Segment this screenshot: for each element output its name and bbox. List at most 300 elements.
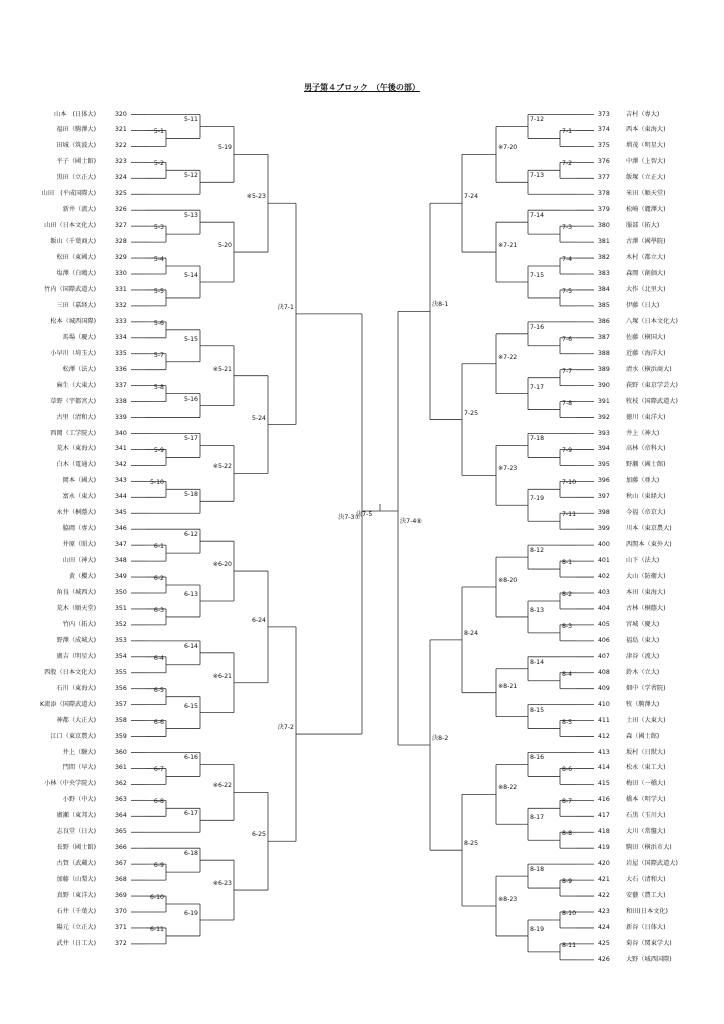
player-name: 牧枝（国際武道大) <box>626 397 678 405</box>
player-name: 廣瀬（東邦大) <box>56 812 96 820</box>
match-label: 8-15 <box>530 706 545 714</box>
player-number: 387 <box>598 333 610 341</box>
player-number: 413 <box>598 748 610 756</box>
player-name: 八塚（日本文化大) <box>626 317 678 325</box>
match-label: 8-10 <box>562 909 577 917</box>
player-number: 422 <box>598 892 610 900</box>
player-number: 367 <box>115 860 127 868</box>
player-number: 373 <box>598 110 610 118</box>
player-name: 荒木（順天堂) <box>56 604 96 612</box>
match-label: 5-10 <box>149 479 164 487</box>
player-number: 329 <box>115 254 127 262</box>
player-name: 古里（清和大) <box>56 413 96 421</box>
player-number: 418 <box>598 828 610 836</box>
match-label: 6-2 <box>153 575 164 583</box>
match-label: 5-7 <box>153 351 164 359</box>
player-number: 390 <box>598 381 610 389</box>
player-number: 351 <box>115 604 127 612</box>
player-number: 402 <box>598 573 610 581</box>
player-name: 井原（昭大) <box>62 541 96 549</box>
player-number: 372 <box>115 939 127 947</box>
player-number: 385 <box>598 301 610 309</box>
player-name: 陽元（立正大) <box>56 923 96 931</box>
player-number: 396 <box>598 477 610 485</box>
player-name: 馬場（慶大) <box>62 333 96 341</box>
player-number: 347 <box>115 541 127 549</box>
match-label: 5-4 <box>153 256 164 264</box>
player-number: 338 <box>115 397 127 405</box>
player-name: 清水（横浜商大) <box>626 365 672 373</box>
player-number: 345 <box>115 509 127 517</box>
player-number: 386 <box>598 317 610 325</box>
player-number: 362 <box>115 780 127 788</box>
player-number: 417 <box>598 812 610 820</box>
player-name: 徳川（東洋大) <box>626 413 666 421</box>
player-name: 米田（順天堂) <box>626 190 666 198</box>
player-number: 330 <box>115 270 127 277</box>
player-number: 328 <box>115 238 127 246</box>
player-number: 391 <box>598 397 610 405</box>
match-label: 6-16 <box>183 754 198 762</box>
player-name: 岩屋（国際武道大) <box>626 860 678 868</box>
player-number: 344 <box>115 493 127 501</box>
match-label: 8-6 <box>562 766 573 774</box>
player-name: 西股（日本文化大) <box>44 668 96 676</box>
match-label: 6-8 <box>153 798 164 806</box>
match-label: 7-9 <box>562 447 573 455</box>
match-label: ※7-23 <box>498 465 518 473</box>
match-label: 決7-4⑧ <box>400 518 422 526</box>
player-name: 川本（東京農大) <box>626 525 672 533</box>
player-number: 384 <box>598 285 610 293</box>
player-name: 武井（日工大) <box>56 939 96 947</box>
match-label: 8-24 <box>464 629 479 637</box>
player-name: 今福（帝京大) <box>626 509 666 517</box>
match-label: 8-12 <box>530 547 545 555</box>
player-number: 414 <box>598 764 610 772</box>
match-label: 6-4 <box>153 654 164 662</box>
player-name: 古澤（國學院) <box>626 238 666 246</box>
player-name: K流添（国際武道大) <box>40 700 96 708</box>
player-name: 岡本（國大) <box>62 477 96 485</box>
match-label: ※5-21 <box>212 365 232 373</box>
player-name: 廣吉（明星大) <box>56 652 96 660</box>
player-name: 山田（日本文化大) <box>44 222 96 230</box>
player-number: 381 <box>598 238 610 246</box>
match-label: 7-12 <box>530 116 545 124</box>
player-number: 321 <box>115 126 127 134</box>
player-number: 405 <box>598 620 610 628</box>
match-label: 6-25 <box>251 831 266 839</box>
player-name: 菊谷（関東学大) <box>626 939 672 947</box>
match-label: 5-8 <box>153 383 164 391</box>
player-name: 竹内（拓大) <box>62 620 96 628</box>
player-name: 野瀬（國士館) <box>626 461 666 469</box>
player-name: 和田(日本文化) <box>626 908 668 915</box>
player-name: 加藤（亜大) <box>626 477 660 485</box>
player-number: 356 <box>115 684 127 692</box>
player-number: 327 <box>115 222 127 230</box>
match-label: 6-24 <box>251 616 266 624</box>
player-name: 大川（常盤大) <box>626 828 666 836</box>
player-number: 401 <box>598 557 610 565</box>
player-name: 野澤（成城大) <box>56 636 96 644</box>
match-label: 8-3 <box>562 622 573 630</box>
player-name: 森（國士館) <box>626 732 660 740</box>
player-number: 399 <box>598 525 610 533</box>
player-number: 408 <box>598 668 610 676</box>
player-name: 山田 (平成国際大) <box>41 190 96 198</box>
match-label: 8-25 <box>464 840 479 848</box>
match-label: ※6-21 <box>212 672 232 680</box>
match-label: 5-18 <box>183 491 198 499</box>
match-label: 8-1 <box>562 559 573 567</box>
player-number: 342 <box>115 461 127 469</box>
player-name: 永井（桐蔭大) <box>56 509 96 517</box>
player-number: 421 <box>598 876 610 884</box>
player-name: 安藝（農工大) <box>626 892 666 900</box>
player-number: 398 <box>598 509 610 517</box>
player-name: 松田（東國大) <box>56 254 96 262</box>
match-label: 5-9 <box>153 447 164 455</box>
player-name: 福島（東大) <box>626 636 660 644</box>
player-number: 410 <box>598 700 610 708</box>
player-name: 白木（電通大) <box>56 461 96 469</box>
player-name: 梅田（一橋大) <box>626 780 666 788</box>
player-number: 324 <box>115 174 127 182</box>
match-label: 5-24 <box>251 414 266 422</box>
match-label: 7-7 <box>562 367 573 375</box>
player-name: 黒田（立正大) <box>56 174 96 182</box>
player-number: 412 <box>598 732 610 740</box>
match-label: 6-17 <box>183 810 198 818</box>
player-number: 411 <box>598 716 610 724</box>
player-number: 343 <box>115 477 127 485</box>
player-name: 福田（駒澤大) <box>56 126 96 134</box>
match-label: 7-5 <box>562 287 573 295</box>
player-number: 420 <box>598 860 610 868</box>
player-name: 佐藤（横国大) <box>626 333 666 341</box>
player-name: 小早川（埼玉大) <box>50 349 96 357</box>
player-number: 365 <box>115 828 127 836</box>
player-number: 404 <box>598 604 610 612</box>
match-label: 5-2 <box>153 160 164 168</box>
match-label: 7-19 <box>530 495 545 503</box>
match-label: 5-13 <box>183 212 198 220</box>
player-number: 393 <box>598 429 610 437</box>
player-name: 吉村（専大) <box>626 110 660 118</box>
match-label: 8-17 <box>530 814 545 822</box>
match-label: 6-7 <box>153 766 164 774</box>
match-label: 8-5 <box>562 718 573 726</box>
player-name: 井上（神大) <box>626 429 660 437</box>
player-name: 三田（嘉経大) <box>56 301 96 309</box>
match-label: 5-12 <box>183 172 198 180</box>
player-name: 富永（東大) <box>62 493 96 501</box>
player-number: 357 <box>115 700 127 708</box>
match-label: 7-8 <box>562 399 573 407</box>
player-name: 田城（筑波大) <box>56 142 96 150</box>
match-label: ※6-23 <box>212 880 232 888</box>
player-name: 西関本（東外大) <box>626 541 672 549</box>
player-name: 土田（大東大) <box>626 716 666 724</box>
player-number: 322 <box>115 142 127 150</box>
match-label: 6-15 <box>183 702 198 710</box>
player-number: 360 <box>115 748 127 756</box>
match-label: ※8-21 <box>498 682 518 690</box>
match-label: ※7-21 <box>498 242 518 250</box>
match-label: ※7-22 <box>498 353 518 361</box>
player-number: 382 <box>598 254 610 262</box>
match-label: 7-1 <box>562 128 573 136</box>
player-number: 409 <box>598 684 610 692</box>
player-name: 門間（早大) <box>62 764 96 772</box>
player-name: 宮城（慶大) <box>626 620 660 628</box>
match-label: 5-15 <box>183 335 198 343</box>
match-label: 5-14 <box>183 271 198 279</box>
match-label: 決7-1 <box>277 303 294 311</box>
player-name: 伊藤（日大) <box>626 301 660 309</box>
player-number: 366 <box>115 844 127 852</box>
match-label: 8-9 <box>562 878 573 886</box>
player-name: 近藤（海洋大) <box>626 349 666 357</box>
player-number: 392 <box>598 413 610 421</box>
player-name: 竹内（国際武道大) <box>44 285 96 293</box>
player-number: 335 <box>115 349 127 357</box>
player-number: 332 <box>115 301 127 309</box>
player-name: 塩澤（白鴎大) <box>56 270 96 277</box>
player-name: 加藤（山梨大) <box>56 876 96 884</box>
player-number: 363 <box>115 796 127 804</box>
player-number: 423 <box>598 908 610 915</box>
match-label: 7-15 <box>530 271 545 279</box>
final-match-label: 決7-5 <box>356 511 373 518</box>
player-name: 秋山（東経大) <box>626 493 666 501</box>
player-name: 服部（拓大) <box>626 222 660 230</box>
match-label: ※5-23 <box>246 193 266 201</box>
player-name: 黄（櫻大) <box>68 573 96 581</box>
player-number: 368 <box>115 876 127 884</box>
player-number: 371 <box>115 923 127 931</box>
player-name: 新谷（日体大) <box>626 923 666 931</box>
player-number: 348 <box>115 557 127 565</box>
match-label: 6-10 <box>149 894 164 902</box>
player-number: 346 <box>115 525 127 533</box>
player-name: 松澤（法大) <box>62 365 96 373</box>
player-name: 大作（北里大) <box>626 285 666 293</box>
player-name: 石黒（玉川大) <box>626 812 666 820</box>
player-number: 361 <box>115 764 127 772</box>
player-number: 416 <box>598 796 610 804</box>
player-name: 西岡（工学院大) <box>50 429 96 437</box>
player-number: 379 <box>598 206 610 214</box>
match-label: ※8-22 <box>498 784 518 792</box>
match-label: 7-25 <box>464 409 479 417</box>
player-name: 駒田（横浜市大) <box>626 844 672 852</box>
match-label: 6-19 <box>183 909 198 917</box>
match-label: 6-5 <box>153 686 164 694</box>
player-number: 353 <box>115 636 127 644</box>
player-name: 石川（東海大) <box>56 684 96 692</box>
match-label: 7-14 <box>530 212 545 220</box>
player-number: 424 <box>598 923 610 931</box>
match-label: 8-16 <box>530 754 545 762</box>
player-number: 355 <box>115 668 127 676</box>
player-name: 中澤（上智大) <box>626 158 666 166</box>
player-name: 橋本（明学大) <box>626 796 666 804</box>
player-name: 古賀（武蔵大) <box>56 860 96 868</box>
match-label: 8-4 <box>562 670 573 678</box>
match-label: ※6-20 <box>212 561 232 569</box>
match-label: 5-16 <box>183 395 198 403</box>
player-number: 419 <box>598 844 610 852</box>
player-number: 341 <box>115 445 127 453</box>
player-number: 359 <box>115 732 127 740</box>
match-label: 5-17 <box>183 435 198 443</box>
player-name: 小林（中央学院大) <box>44 780 96 788</box>
player-name: 荻野（東京学芸大) <box>626 381 678 389</box>
player-number: 395 <box>598 461 610 469</box>
match-label: 6-12 <box>183 531 198 539</box>
player-number: 340 <box>115 429 127 437</box>
player-number: 349 <box>115 573 127 581</box>
player-name: 井上（駿大) <box>62 748 96 756</box>
player-name: 畑中（学習院) <box>626 684 666 692</box>
player-number: 383 <box>598 270 610 277</box>
player-number: 389 <box>598 365 610 373</box>
player-name: 神都（大正大) <box>56 716 96 724</box>
player-name: 石井（千葉大) <box>56 908 96 915</box>
match-label: 7-6 <box>562 335 573 343</box>
player-name: 草野（宇都宮大) <box>50 397 96 405</box>
player-name: 牧（駒澤大) <box>626 700 660 708</box>
player-name: 松崎（麗澤大) <box>626 206 666 214</box>
player-name: 山下（法大) <box>626 557 660 565</box>
player-name: 坂村（日獣大) <box>626 748 666 756</box>
player-name: 松永（東工大) <box>626 764 666 772</box>
player-name: 西本（東海大) <box>626 126 666 134</box>
player-number: 339 <box>115 413 127 421</box>
player-number: 377 <box>598 174 610 182</box>
player-number: 354 <box>115 652 127 660</box>
player-number: 337 <box>115 381 127 389</box>
player-name: 大野（城西国際) <box>626 955 672 963</box>
match-label: 決7-3⑦ <box>338 513 360 521</box>
match-label: ※8-20 <box>498 577 518 585</box>
player-name: 山田（神大) <box>62 557 96 565</box>
match-label: 5-20 <box>217 242 232 250</box>
player-number: 380 <box>598 222 610 230</box>
match-label: 7-16 <box>530 323 545 331</box>
player-number: 407 <box>598 652 610 660</box>
player-number: 426 <box>598 955 610 963</box>
player-name: 角良（城西大) <box>56 589 96 596</box>
match-label: 5-3 <box>153 224 164 232</box>
player-number: 325 <box>115 190 127 198</box>
match-label: 8-7 <box>562 798 573 806</box>
player-name: 江口（東京農大) <box>50 732 96 740</box>
player-number: 394 <box>598 445 610 453</box>
player-name: 真野（東洋大) <box>56 892 96 900</box>
match-label: 5-1 <box>153 128 164 136</box>
player-name: 荒木（東海大) <box>56 445 96 453</box>
player-name: 大石（清和大) <box>626 876 666 884</box>
player-number: 323 <box>115 158 127 166</box>
player-name: 麻生（大東大) <box>56 381 96 389</box>
player-number: 403 <box>598 589 610 596</box>
match-label: 6-11 <box>149 925 164 933</box>
match-label: 6-18 <box>183 850 198 858</box>
player-name: 大山（防衛大) <box>626 573 666 581</box>
page-title: 男子第４ブロック （午後の部） <box>304 83 420 92</box>
player-name: 増茂（明星大) <box>626 142 666 150</box>
player-number: 376 <box>598 158 610 166</box>
player-name: 脇岡（専大) <box>62 525 96 533</box>
player-name: 森岡（創価大) <box>626 270 666 277</box>
match-label: 7-13 <box>530 172 545 180</box>
player-name: 飯塚（立正大) <box>626 174 666 182</box>
player-name: 古林（桐蔭大) <box>626 604 666 612</box>
player-number: 370 <box>115 908 127 915</box>
player-number: 378 <box>598 190 610 198</box>
player-name: 津谷（流大) <box>626 652 660 660</box>
player-name: 山本 (日体大) <box>54 110 96 118</box>
match-label: 8-13 <box>530 606 545 614</box>
match-label: 5-6 <box>153 319 164 327</box>
player-number: 326 <box>115 206 127 214</box>
player-name: 鈴木（立大) <box>626 668 660 676</box>
match-label: 7-4 <box>562 256 573 264</box>
match-label: ※7-20 <box>498 144 518 152</box>
player-number: 364 <box>115 812 127 820</box>
player-number: 331 <box>115 285 127 293</box>
match-label: 7-18 <box>530 435 545 443</box>
player-name: 本田（東海大) <box>626 589 666 596</box>
player-name: 松本（城西国際) <box>50 317 96 325</box>
match-label: ※6-22 <box>212 782 232 790</box>
match-label: 決8-1 <box>432 301 449 309</box>
match-label: 6-13 <box>183 590 198 598</box>
player-number: 350 <box>115 589 127 596</box>
match-label: 決8-2 <box>432 735 449 743</box>
player-number: 333 <box>115 317 127 325</box>
match-label: 7-3 <box>562 224 573 232</box>
player-number: 415 <box>598 780 610 788</box>
player-number: 352 <box>115 620 127 628</box>
match-label: ※8-23 <box>498 896 518 904</box>
match-label: 6-9 <box>153 862 164 870</box>
match-label: 8-14 <box>530 658 545 666</box>
match-label: 決7-2 <box>277 724 294 732</box>
match-label: 5-11 <box>183 116 198 124</box>
player-number: 375 <box>598 142 610 150</box>
match-label: 5-19 <box>217 144 232 152</box>
player-number: 320 <box>115 110 127 118</box>
match-label: 8-11 <box>562 941 577 949</box>
match-label: 6-3 <box>153 606 164 614</box>
player-number: 388 <box>598 349 610 357</box>
player-number: 425 <box>598 939 610 947</box>
match-label: 7-2 <box>562 160 573 168</box>
player-number: 334 <box>115 333 127 341</box>
match-label: 8-18 <box>530 866 545 874</box>
match-label: 6-14 <box>183 642 198 650</box>
match-label: ※5-22 <box>212 463 232 471</box>
match-label: 8-8 <box>562 830 573 838</box>
player-name: 木村（都立大) <box>626 254 666 262</box>
player-number: 369 <box>115 892 127 900</box>
player-name: 平子（國士館) <box>56 158 96 166</box>
